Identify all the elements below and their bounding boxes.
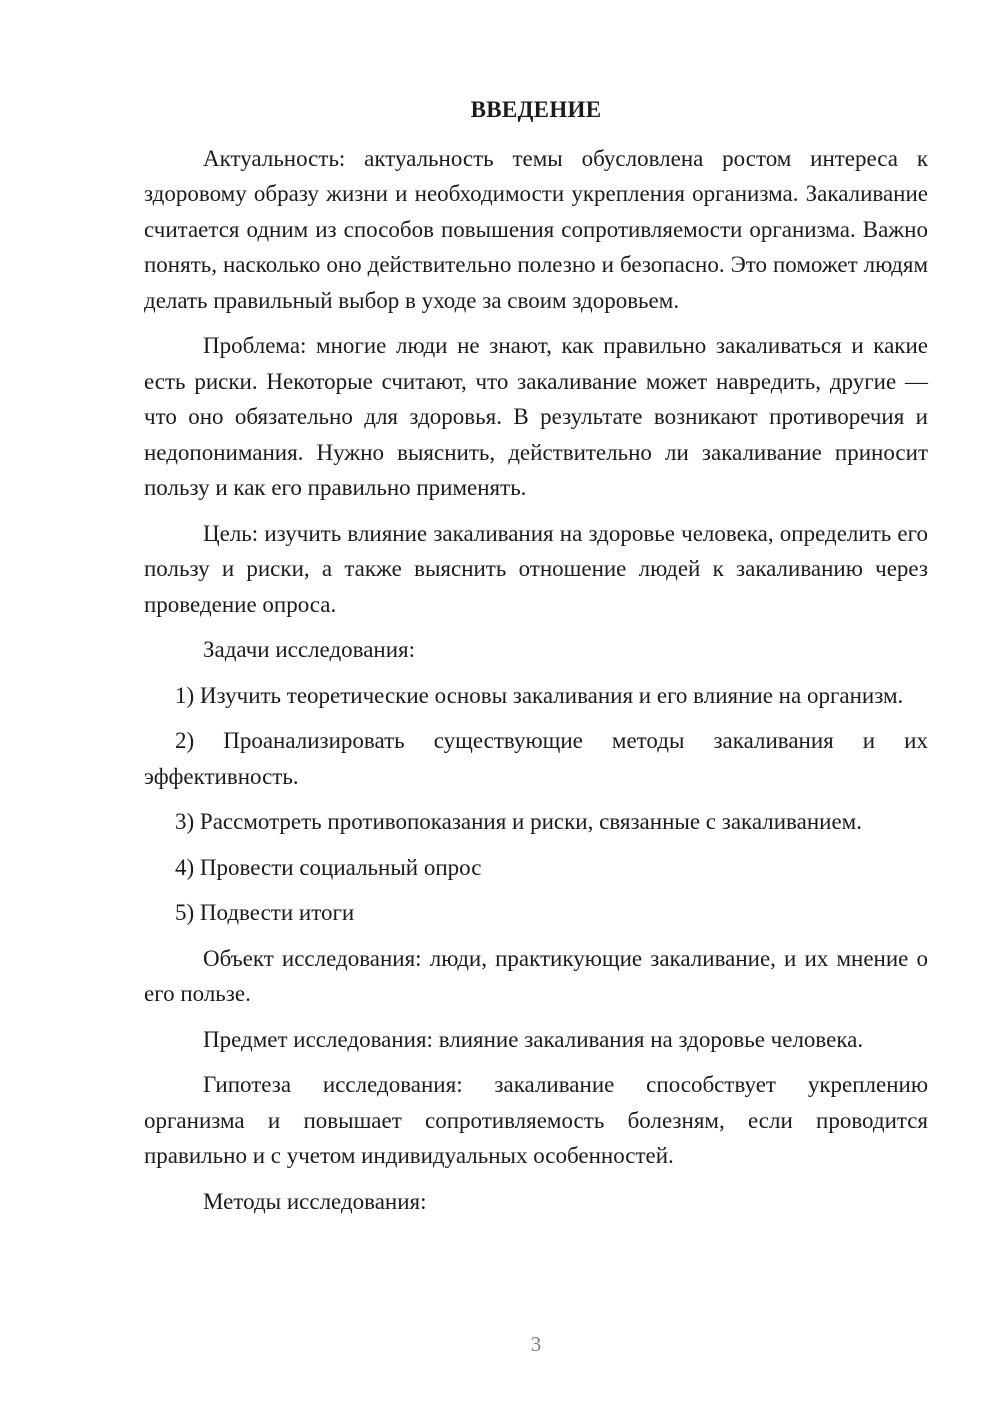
section-heading: ВВЕДЕНИЕ <box>470 97 602 122</box>
relevance-paragraph: Актуальность: актуальность темы обусловлена ростом интереса к здоровому образу жизни и необходимости укрепления организма. Закаливание считается одним из способов повышения сопротивляемости организма. Важно понять, насколько оно действительно полезно и безопасно. Это поможет людям делать правильный выбор в уходе за своим здоровьем. <box>144 145 928 313</box>
task-item: 3) Рассмотреть противопоказания и риски, связанные с закаливанием. <box>175 809 862 834</box>
task-item: 2) Проанализировать существующие методы закаливания и их эффективность. <box>144 728 928 789</box>
problem-paragraph: Проблема: многие люди не знают, как правильно закаливаться и какие есть риски. Некоторые считают, что закаливание может навредить, другие — что оно обязательно для здоровья. В результате возникают противоречия и недопонимания. Нужно выяснить, действительно ли закаливание приносит пользу и как его правильно применять. <box>144 333 928 500</box>
page-number: 3 <box>530 1332 542 1356</box>
tasks-title: Задачи исследования: <box>203 637 416 662</box>
task-item: 1) Изучить теоретические основы закаливания и его влияние на организм. <box>175 682 904 708</box>
subject-paragraph: Предмет исследования: влияние закаливания на здоровье человека. <box>203 1026 864 1052</box>
goal-paragraph: Цель: изучить влияние закаливания на здоровье человека, определить его пользу и риски, а также выяснить отношение людей к закаливанию через проведение опроса. <box>144 520 928 617</box>
task-item: 4) Провести социальный опрос <box>175 854 482 880</box>
object-paragraph: Объект исследования: люди, практикующие закаливание, и их мнение о его пользе. <box>144 945 928 1006</box>
methods-title: Методы исследования: <box>203 1188 427 1214</box>
page-content <box>144 92 928 1229</box>
tasks-list <box>144 678 928 931</box>
task-item: 5) Подвести итоги <box>175 900 355 925</box>
hypothesis-paragraph: Гипотеза исследования: закаливание способствует укреплению организма и повышает сопротивляемость болезням, если проводится правильно и с учетом индивидуальных особенностей. <box>144 1072 928 1168</box>
